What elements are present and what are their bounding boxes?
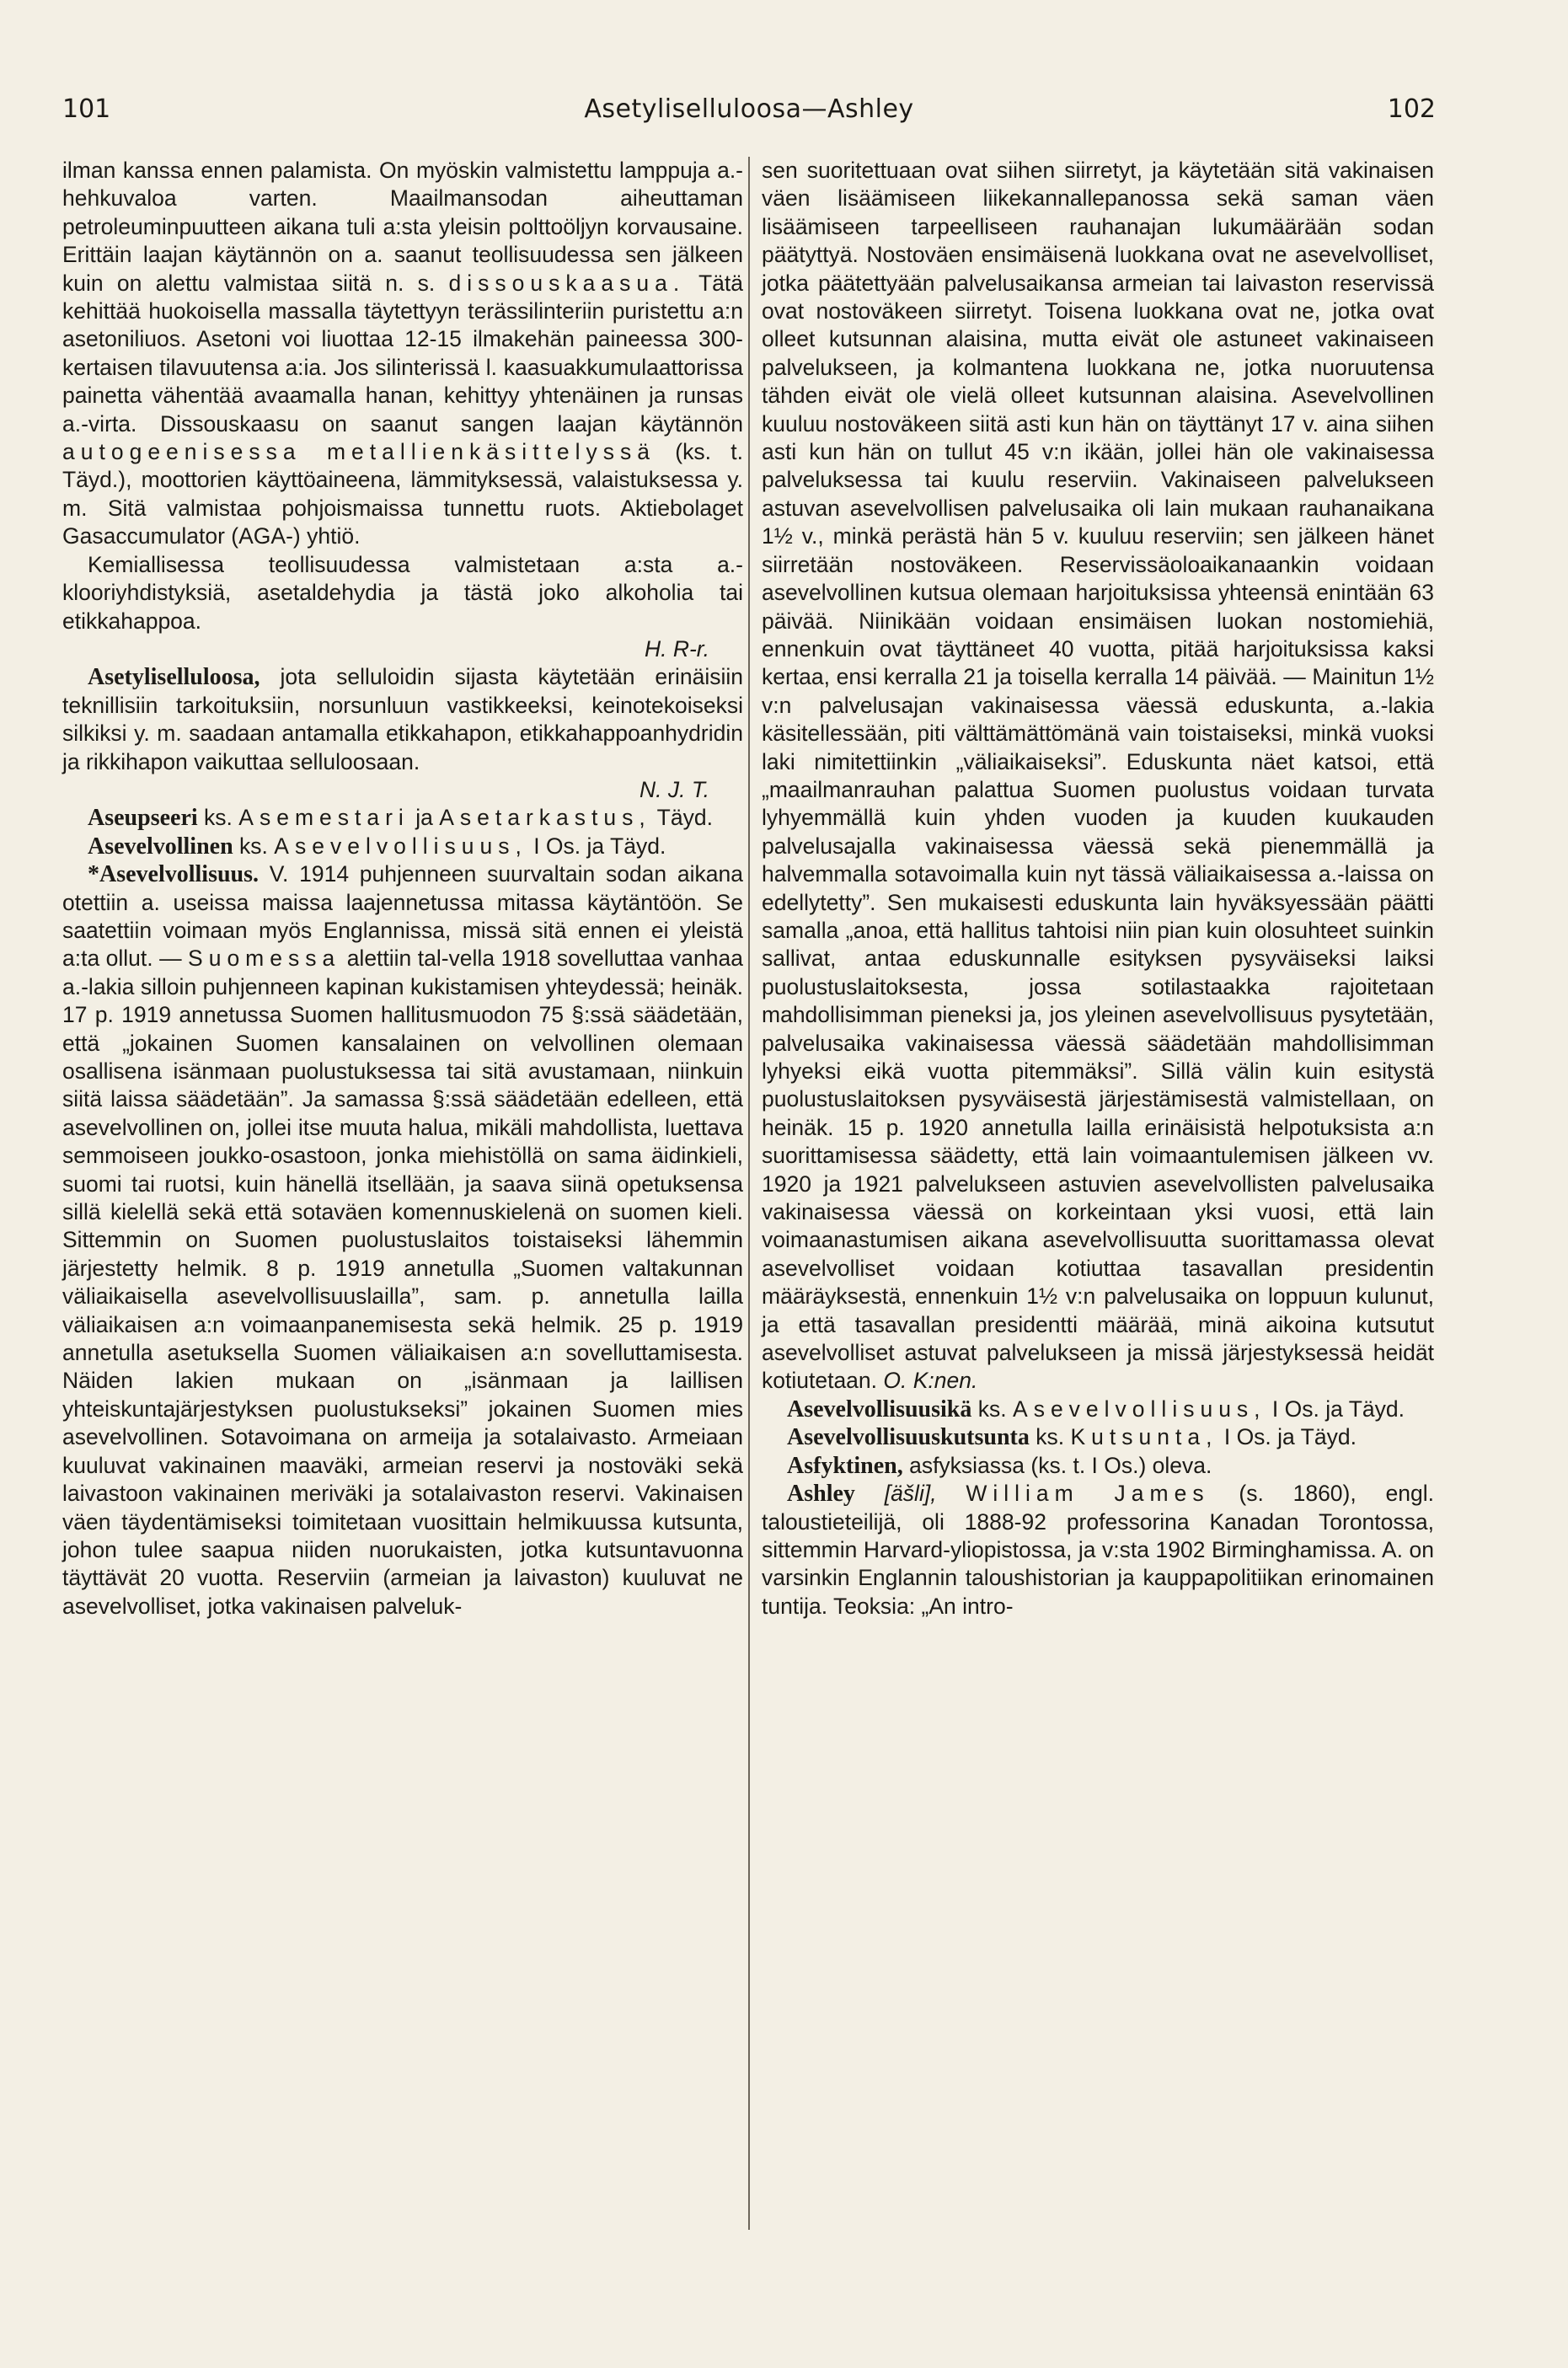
cross-reference: Asemestari <box>238 805 409 831</box>
entry-asevelvollisuus: *Asevelvollisuus. V. 1914 puhjenneen suurvaltain sodan aikana otettiin a. useissa maissa laajennetussa mitassa käytäntöön. Se saatettiin voimaan myös Englannissa, missä sitä ennen ei yleistä a:ta ollut. — Suomessa alettiin tal-vella 1918 sovelluttaa vanhaa a.-lakia silloin puhjenneen kapinan kukistamisen yhteydessä; heinäk. 17 p. 1919 annetussa Suomen hallitusmuodon 75 §:ssä säädetään, että „jokainen Suomen kansalainen on velvollinen olemaan osallisena isänmaan puolustuksessa tai sitä avustamaan, niinkuin siitä laissa säädetään”. Ja samassa §:ssä säädetään edelleen, että asevelvollinen on, jollei itse muuta halua, mikäli mahdollista, luettava semmoiseen joukko-osastoon, jonka miehistöllä on sama äidinkieli, suomi tai ruotsi, kuin hänellä itsellään, ja saava siinä opetuksensa sillä kielellä sekä että sotaväen komennuskielenä on suomen kieli. Sittemmin on Suomen puolustuslaitos toistaiseksi lähemmin järjestetty helmik. 8 p. 1919 annetulla „Suomen valtakunnan väliaikaisella asevelvollisuuslailla”, sam. p. annetulla lailla väliaikaisen a:n voimaanpanemisesta sekä helmik. 25 p. 1919 annetulla asetuksella Suomen väliaikaisen a:n sovelluttamisesta. Näiden lakien mukaan on „isänmaan ja laillisen yhteiskuntajärjestyksen puolustukseksi” jokainen Suomen mies asevelvollinen. Sotavoimana on armeija ja sotalaivasto. Armeiaan kuuluvat vakinainen maaväki, armeian reservi ja nostoväki sekä laivastoon vakinainen meriväki ja sotalaivaston reservi. Vakinaisen väen täydentämiseksi toimitetaan vuosittain helmikuussa kutsunta, johon tulee saapua niiden nuorukaisten, jotka kutsuntavuonna täyttävät 20 vuotta. Reserviin (armeian ja laivaston) kuuluvat ne asevelvolliset, jotka vakinaisen palveluk- <box>62 861 743 1619</box>
cross-reference: Kutsunta, <box>1070 1424 1218 1450</box>
cross-reference: Asevelvollisuus, <box>274 833 527 859</box>
entry-continuation: ilman kanssa ennen palamista. On myöskin valmistettu lamppuja a.-hehkuvaloa varten. Maailmansodan aiheuttaman petroleuminpuutteen aikana tuli a:sta yleisin polttoöljyn korvausaine. Erittäin laajan käytännön on a. saanut teollisuudessa sen jälkeen kuin on alettu valmistaa siitä n. s. dissouskaasua. Tätä kehittää huokoisella massalla täytettyyn terässilinteriin puristettu a:n asetoniliuos. Asetoni voi liuottaa 12-15 ilmakehän paineessa 300-kertaisen tilavuutensa a:ia. Jos silinterissä l. kaasuakkumulaattorissa painetta vähentää avaamalla hanan, kehittyy yhtenäinen ja runsas a.-virta. Dissouskaasu on saanut sangen laajan käytännön autogeenisessa metallienkäsittelyssä (ks. t. Täyd.), moottorien käyttöaineena, lämmityksessä, valaistuksessa y. m. Sitä valmistaa pohjoismaissa tunnettu ruots. Aktiebolaget Gasaccumulator (AGA-) yhtiö. <box>62 158 743 549</box>
entry-asevelvollisuuskutsunta: Asevelvollisuuskutsunta ks. Kutsunta, I Os. ja Täyd. <box>787 1424 1357 1451</box>
column-divider <box>748 157 750 2230</box>
entry-continuation: sen suoritettuaan ovat siihen siirretyt, ja käytetään sitä vakinaisen väen lisäämiseen liikekannallepanossa sekä saman väen lisäämiseen tarpeelliseen rauhanajan lukumäärään sodan päätyttyä. Nostoväen ensimäisenä luokkana ovat ne asevelvolliset, jotka päätettyään palvelusaikansa armeian tai laivaston reservissä ovat nostoväkeen siirretyt. Toisena luokkana ovat ne, jotka ovat olleet kutsunnan alaisina, mutta eivät ole astuneet vakinaiseen palvelukseen, ja kolmantena luokkana ne, jotka nuoruutensa tähden eivät ole vielä olleet kutsunnan alaisina. Asevelvollinen kuuluu nostoväkeen siitä asti kun hän on täyttänyt 17 v. aina siihen asti kun hän on tullut 45 v:n ikään, jollei hän ole vakinaisessa palveluksessa tai kuulu reserviin. Vakinaiseen palvelukseen astuvan asevelvollisen palvelusaika oli lain mukaan rauhanaikana 1½ v., minkä perästä hän 5 v. kuuluu reserviin; sen jälkeen hänet siirretään nostoväkeen. Reservissäoloaikanaankin voidaan asevelvollinen kutsua olemaan harjoituksissa yhteensä enintään 63 päivää. Niinikään voidaan ensimäisen luokan nostomiehiä, ennenkuin ovat täyttäneet 40 vuotta, pitää harjoituksissa kaksi kertaa, ensi kerralla 21 ja toisella kerralla 14 päivää. — Mainitun 1½ v:n palvelusajan vakinaisessa väessä eduskunta, a.-lakia käsitellessään, piti välttämättömänä vain toistaiseksi, minkä vuoksi laki nimitettiinkin „väliaikaiseksi”. Eduskunta näet katsoi, että „maailmanrauhan palattua Suomen puolustus voidaan turvata lyhyemmällä kuin yhden vuoden ja kuuden kuukauden palvelusajalla vakinaisessa väessä sekä pienemmällä ja halvemmalla sotavoimalla kuin nyt tässä väliaikaisessa a.-laissa on edellytetty”. Sen mukaisesti eduskunta lain hyväksyessään päätti samalla „anoa, että hallitus tahtoisi niin pian kuin olosuhteet suinkin sallivat, antaa eduskunnalle esityksen pysyväiseksi laiksi puolustuslaitoksesta, jossa sotilastaakka rajoitetaan mahdollisimman pieneksi ja, jos yleinen asevelvollisuus pysytetään, palvelusaika vakinaisessa väessä säädetään mahdollisimman lyhyeksi eikä vuotta pitemmäksi”. Sillä välin kuin esitystä puolustuslaitoksen pysyväisestä järjestämisestä valmistellaan, on heinäk. 15 p. 1920 annetulla lailla erinäisistä helpotuksista a:n suorittamisessa säädetty, että lain voimaantulemisen jälkeen vv. 1920 ja 1921 palvelukseen astuvien asevelvollisten palvelusaika vakinaisessa väessä on korkeintaan yksi vuosi, että lain voimaanastumisen aikana asevelvollisuutta suorittamassa olevat asevelvolliset voidaan kotiuttaa tasavallan presidentin määräyksestä, ennenkuin 1½ v:n palvelusaika on loppuun kulunut, ja että tasavallan presidentti määrää, minä aikoina kutsutut asevelvolliset astuvat palvelukseen ja missä järjestyksessä heidät kotiutetaan. O. K:nen. <box>762 158 1434 1394</box>
left-column <box>62 157 743 1621</box>
page-header <box>62 94 1436 137</box>
headword: Asevelvollisuuskutsunta <box>787 1424 1030 1451</box>
pronunciation: [äšli], <box>884 1481 937 1507</box>
headword: *Asevelvollisuus. <box>88 861 260 888</box>
author-signature: O. K:nen. <box>883 1368 978 1394</box>
entry-ashley: Ashley [äšli], William James (s. 1860), engl. taloustieteilijä, oli 1888-92 professorina Kanadan Torontossa, sittemmin Harvard-yliopistossa, ja v:sta 1902 Birminghamissa. A. on varsinkin Englannin taloushistorian ja kauppapolitiikan erinomainen tuntija. Teoksia: „An intro- <box>762 1481 1434 1619</box>
headword: Asevelvollinen <box>88 833 233 860</box>
author-signature: N. J. T. <box>640 776 709 802</box>
right-column <box>762 157 1434 1621</box>
headword: Asetyliselluloosa, <box>88 664 260 691</box>
running-head: Asetyliselluloosa—Ashley <box>584 94 914 124</box>
headword: Asfyktinen, <box>787 1452 903 1479</box>
page-number-left: 101 <box>62 94 111 124</box>
page-number-right: 102 <box>1387 94 1436 124</box>
entry-asevelvollisuusika: Asevelvollisuusikä ks. Asevelvollisuus, I Os. ja Täyd. <box>787 1396 1405 1422</box>
author-signature: H. R-r. <box>644 635 709 662</box>
entry-aseupseeri: Aseupseeri ks. Asemestari ja Asetarkastus, Täyd. <box>88 805 713 832</box>
headword: Aseupseeri <box>88 805 198 832</box>
entry-asfyktinen: Asfyktinen, asfyksiassa (ks. t. I Os.) oleva. <box>787 1452 1212 1479</box>
headword: Ashley <box>787 1481 855 1508</box>
entry-paragraph: Kemiallisessa teollisuudessa valmistetaan a:sta a.-klooriyhdistyksiä, asetaldehydia ja tästä joko alkoholia tai etikkahappoa. H. R-r. <box>62 551 743 664</box>
entry-asetyliselluloosa: Asetyliselluloosa, jota selluloidin sijasta käytetään erinäisiin teknillisiin tarkoituksiin, norsunluun vastikkeeksi, keinotekoiseksi silkiksi y. m. saadaan antamalla etikkahapon, etikkahappoanhydridin ja rikkihapon vaikuttaa selluloosaan. N. J. T. <box>62 663 743 804</box>
entry-asevelvollinen: Asevelvollinen ks. Asevelvollisuus, I Os. ja Täyd. <box>88 833 666 860</box>
cross-reference: Asevelvollisuus, <box>1013 1396 1266 1422</box>
cross-reference: Asetarkastus, <box>439 805 651 831</box>
headword: Asevelvollisuusikä <box>787 1396 972 1422</box>
